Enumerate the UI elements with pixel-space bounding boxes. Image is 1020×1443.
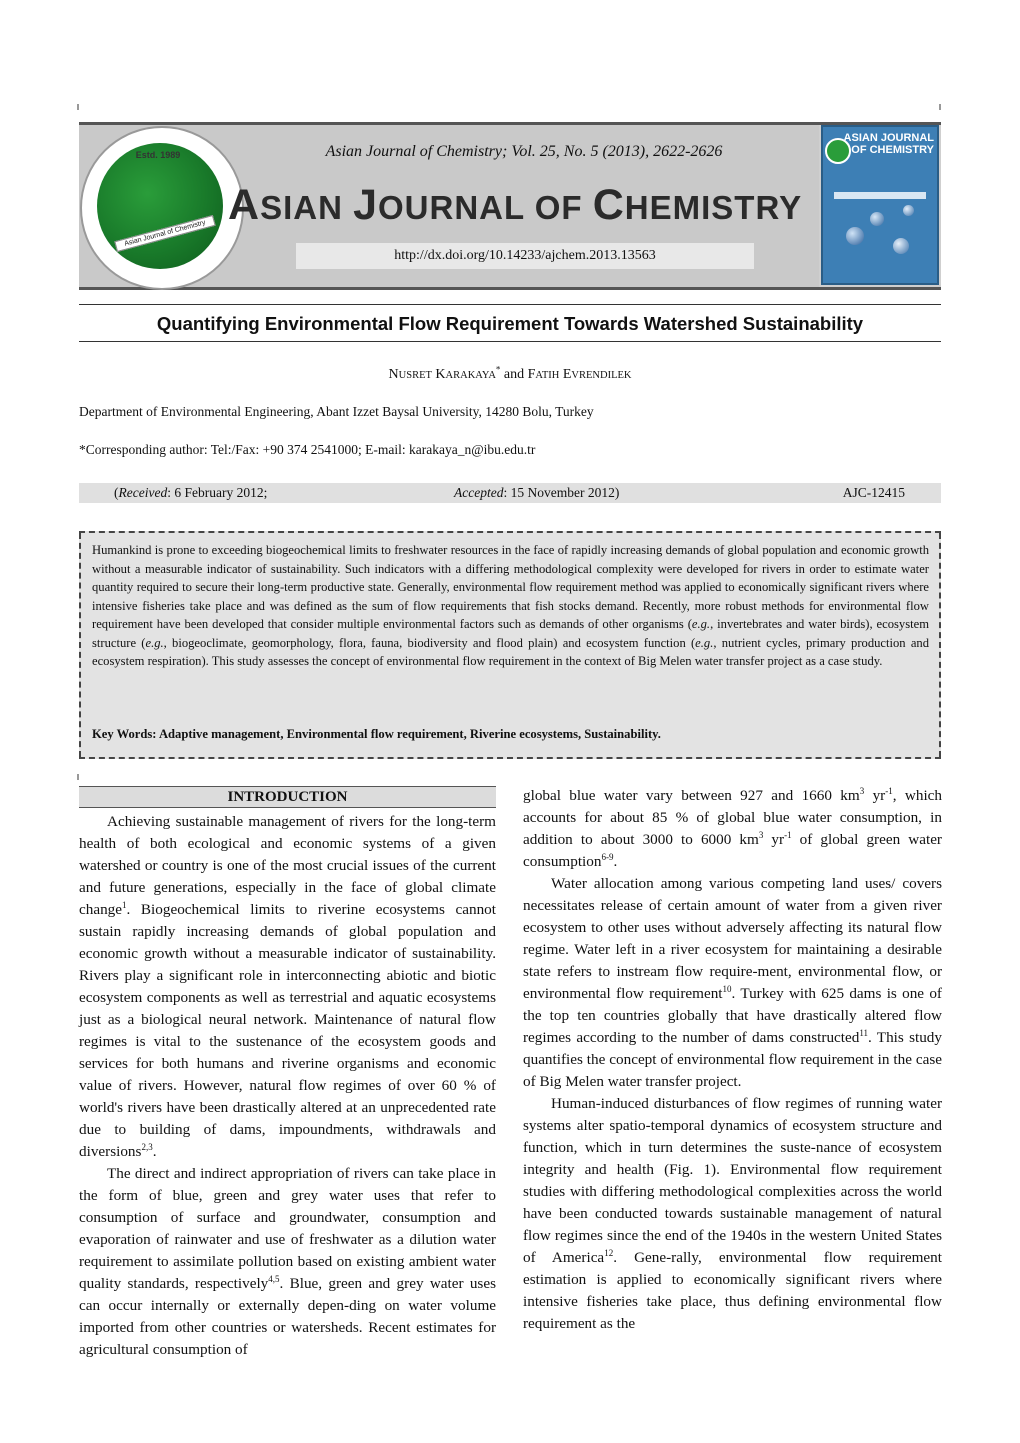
paragraph: Water allocation among various competing land uses/ covers necessitates release of certain amount of water from a given river ecosystem to other uses without adversely affecting its natural flow regime. Water left in a river ecosystem for maintaining a desirable state refers to instream flow require-ment, environmental flow, or environmental flow requirement$^{10}$. Turkey with 625 dams is one of the top ten countries globally that have drastically altered flow regimes according to the number of dams constructed$^{11}$. This study quantifies the concept of environmental flow requirement in the case of Big Melen water transfer project. [523,875,942,1090]
key-words: Key Words: Adaptive management, Environmental flow requirement, Riverine ecosystems, Sustainability. [92,727,661,741]
section-heading-introduction: INTRODUCTION [79,786,496,808]
logo-ribbon-text: Asian Journal of Chemistry [114,215,215,252]
doi-link[interactable]: http://dx.doi.org/10.14233/ajchem.2013.13563 [296,243,754,269]
body-column-left [79,811,496,1361]
title-rule-top [79,304,941,305]
paper-title: Quantifying Environmental Flow Requirement Towards Watershed Sustainability [156,313,864,334]
article-code: AJC-12415 [842,485,905,500]
molecule-icon [870,212,884,226]
column-mark [77,774,79,780]
molecule-icon [846,227,864,245]
body-column-right [523,785,942,1335]
molecule-icon [903,205,914,216]
abstract-text: Humankind is prone to exceeding biogeochemical limits to freshwater resources in the face of rapidly increasing demands of global population and economic growth without a measurable indicator of sustainability. Such indicators with a differing methodological complexity were developed for rivers in order to estimate water quantity required to secure their long-term productive state. Generally, environmental flow requirement method was applied to economically significant rivers where intensive fisheries take place and was defined as the sum of flow requirements that fish stocks demand. Recently, more robust methods for environmental flow requirement have been developed that consider multiple environmental factors such as demands of other organisms (e.g., invertebrates and water birds), ecosystem structure (e.g., biogeoclimate, geomorphology, flora, fauna, biodiversity and flood plain) and ecosystem function (e.g., nutrient cycles, primary production and ecosystem respiration). This study assesses the concept of environmental flow requirement in the context of Big Melen water transfer project as a case study. [92,543,929,668]
journal-citation: Asian Journal of Chemistry; Vol. 25, No. 5 (2013), 2622-2626 [325,143,723,160]
molecule-icon [893,238,909,254]
cover-band [834,192,926,199]
cover-title: ASIAN JOURNAL OF CHEMISTRY [843,132,934,156]
author-evrendilek: FATIH EVRENDILEK [527,367,632,382]
crop-mark-left [77,104,79,110]
journal-name: ASIAN JOURNAL OF CHEMISTRY [228,181,803,229]
paragraph: Achieving sustainable management of rivers for the long-term health of both ecological and economic systems of a given watershed or country is one of the most crucial issues of the current and future generations, especially in the face of global climate change$^1$. Biogeochemical limits to riverine ecosystems cannot sustain rapidly increasing demands of global population and economic growth without a measurable indicator of sustainability. Rivers play a significant role in interconnecting abiotic and biotic ecosystem components as well as terrestrial and aquatic ecosystems just as a biological neural network. Maintenance of natural flow regimes is vital to the sustenance of the ecosystem goods and services for both humans and riverine organisms and economic value of rivers. However, natural flow regimes of over 60 % of world's rivers have been drastically altered at an unprecedented rate due to building of dams, impoundments, withdrawals and diversions$^{2,3}$. [79,813,496,1160]
affiliation: Department of Environmental Engineering, Abant Izzet Baysal University, 14280 Bolu, Turkey [79,404,594,419]
paragraph: Human-induced disturbances of flow regimes of running water systems alter spatio-temporal dynamics of ecosystem structure and function, which in turn determines the suste-nance of ecosystem integrity and health (Fig. 1). Environmental flow requirement studies with differing methodological complexities across the world have been conducted towards sustainable management of natural flow regimes since the end of the 1940s in the western United States of America$^{12}$. Gene-rally, environmental flow requirement estimation is applied to economically significant rivers where intensive fisheries take place, thus defining environmental flow requirement as the [523,1095,942,1332]
dates-bar [79,483,941,503]
received-date: (Received: 6 February 2012; [114,485,268,500]
corresponding-author: *Corresponding author: Tel:/Fax: +90 374 2541000; E-mail: karakaya_n@ibu.edu.tr [79,442,536,457]
authors: NUSRET KARAKAYA* and FATIH EVRENDILEK [388,364,632,382]
crop-mark-right [939,104,941,110]
accepted-date: Accepted: 15 November 2012) [454,485,620,500]
author-karakaya: NUSRET KARAKAYA [388,367,496,382]
logo-established-text: Estd. 1989 [135,150,181,160]
paragraph: global blue water vary between 927 and 1660 $km^3$ $yr^{-1}$, which accounts for about 85 % of global blue water consumption, in addition to about 3000 to 6000 $km^3$ $yr^{-1}$ of global green water consumption$^{6-9}$. [523,785,942,870]
title-rule-bottom [79,341,941,342]
paragraph: The direct and indirect appropriation of rivers can take place in the form of blue, green and grey water uses that refer to consumption of surface and groundwater, consumption and evaporation of rainwater and use of freshwater as a dilution water requirement to assimilate pollution based on existing ambient water quality standards, respectively$^{4,5}$. Blue, green and grey water uses can occur internally or externally depen-ding on water volume imported from other countries or watersheds. Recent estimates for agricultural consumption of [79,1165,496,1358]
